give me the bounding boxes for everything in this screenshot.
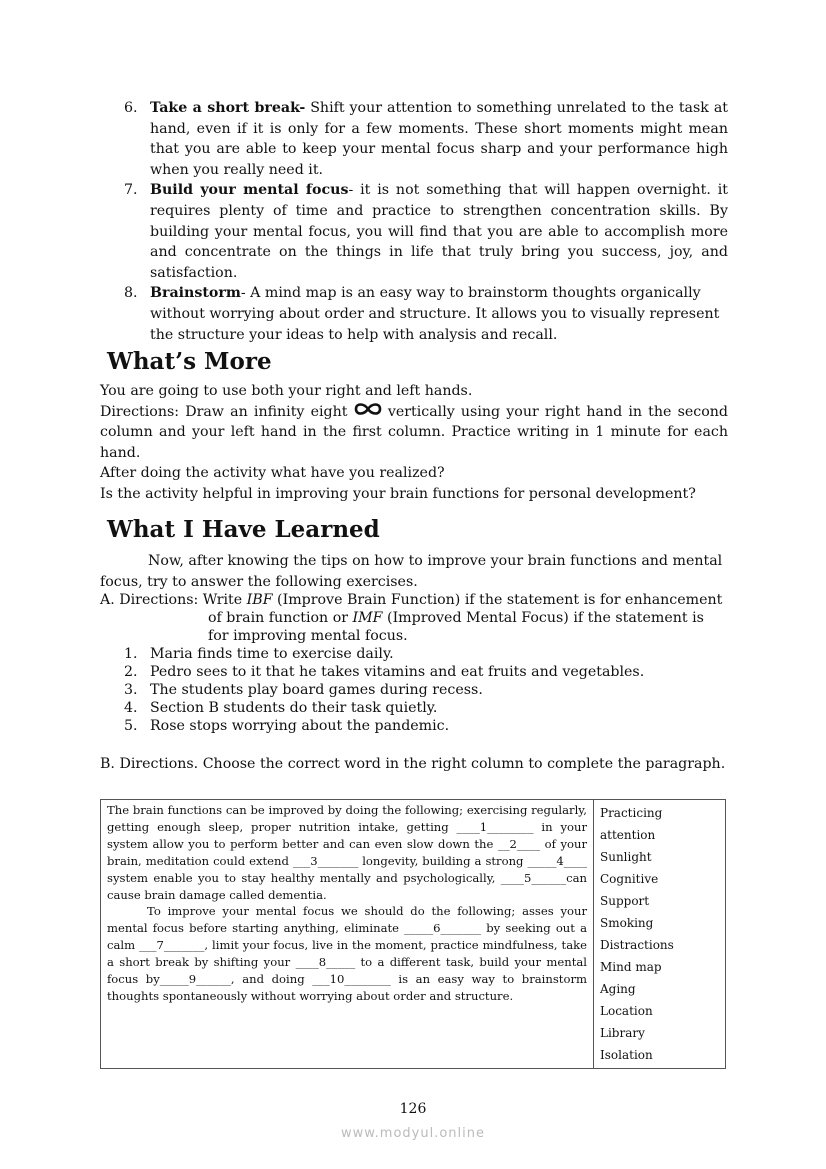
exercise-item: 4. Section B students do their task quietly.	[124, 700, 438, 716]
word-option: Smoking	[600, 916, 654, 930]
whats-more-heading: What’s More	[107, 348, 272, 375]
learned-heading: What I Have Learned	[107, 516, 380, 543]
paragraph-cell	[101, 800, 594, 1069]
word-option: Practicing	[600, 806, 663, 820]
fill-in-table	[100, 799, 726, 1069]
exercise-item: 5. Rose stops worrying about the pandemic.	[124, 718, 450, 734]
tips-list	[100, 98, 728, 345]
question: Is the activity helpful in improving your brain functions for personal development?	[100, 485, 696, 502]
word-option: Aging	[600, 982, 636, 996]
word-option: Mind map	[600, 960, 662, 974]
tip-item: 6. Take a short break- Shift your attention to something unrelated to the task at hand, even if it is only for a few moments. These short moments might mean that you are able to keep your mental focus sharp and your performance high when you really need it.	[124, 100, 729, 178]
watermark: www.modyul.online	[340, 1126, 486, 1141]
word-option: Cognitive	[600, 872, 659, 886]
word-option: Distractions	[600, 938, 674, 952]
word-option: Location	[600, 1004, 653, 1018]
paragraph: The brain functions can be improved by doing the following; exercising regularly, getting enough sleep, proper nutrition intake, getting ____1________ in your system allow you to perform better and can even slow down the __2____ of your brain, meditation could extend ___3_______ longevity, building a strong _____4____ system enable you to stay healthy mentally and psychologically, ____5______can cause brain damage called dementia.	[107, 803, 587, 902]
exercise-item: 3. The students play board games during recess.	[124, 682, 483, 698]
whats-more-section	[100, 381, 728, 505]
exercise-item: 2. Pedro sees to it that he takes vitamins and eat fruits and vegetables.	[124, 664, 645, 680]
exercise-a-directions: A. Directions: Write IBF (Improve Brain Function) if the statement is for enhancement of brain function or IMF (Improved Mental Focus) if the statement is for improving mental focus.	[100, 592, 723, 644]
tip-title: Brainstorm	[150, 285, 241, 302]
word-bank	[594, 800, 726, 1069]
word-option: Sunlight	[600, 850, 652, 864]
word-option: attention	[600, 828, 656, 842]
word-option: Library	[600, 1026, 645, 1040]
paragraph: To improve your mental focus we should do the following; asses your mental focus before starting anything, eliminate _____6_______ by seeking out a calm ___7_______, limit your focus, live in the moment, practice mindfulness, take a short break by shifting your ____8_____ to a different task, build your mental focus by_____9______, and doing ___10________ is an easy way to brainstorm thoughts spontaneously without worrying about order and structure.	[107, 904, 587, 1003]
tip-title: Build your mental focus	[150, 182, 349, 199]
tip-item: 7. Build your mental focus- it is not something that will happen overnight. it requires plenty of time and practice to strengthen concentration skills. By building your mental focus, you will find that you are able to accomplish more and concentrate on the things in life that truly bring you success, joy, and satisfaction.	[124, 182, 728, 281]
intro-line: You are going to use both your right and left hands.	[100, 383, 473, 399]
exercise-b-directions: B. Directions. Choose the correct word in the right column to complete the paragraph.	[100, 756, 726, 772]
tip-title: Take a short break-	[150, 100, 306, 116]
page-number: 126	[399, 1101, 427, 1117]
tip-item: 8. Brainstorm- A mind map is an easy way to brainstorm thoughts organically without worrying about order and structure. It allows you to visually represent the structure your ideas to help with analysis and recall.	[124, 285, 720, 343]
exercise-a	[100, 591, 728, 735]
infinity-icon	[354, 402, 382, 416]
word-option: Isolation	[600, 1048, 653, 1062]
question: After doing the activity what have you realized?	[100, 465, 445, 482]
exercise-item: 1. Maria finds time to exercise daily.	[124, 646, 394, 662]
word-option: Support	[600, 894, 650, 908]
directions: Directions: Draw an infinity eight vertically using your right hand in the second column and your left hand in the first column. Practice writing in 1 minute for each hand.	[100, 403, 728, 461]
learned-intro: Now, after knowing the tips on how to improve your brain functions and mental focus, try to answer the following exercises.	[100, 553, 723, 590]
